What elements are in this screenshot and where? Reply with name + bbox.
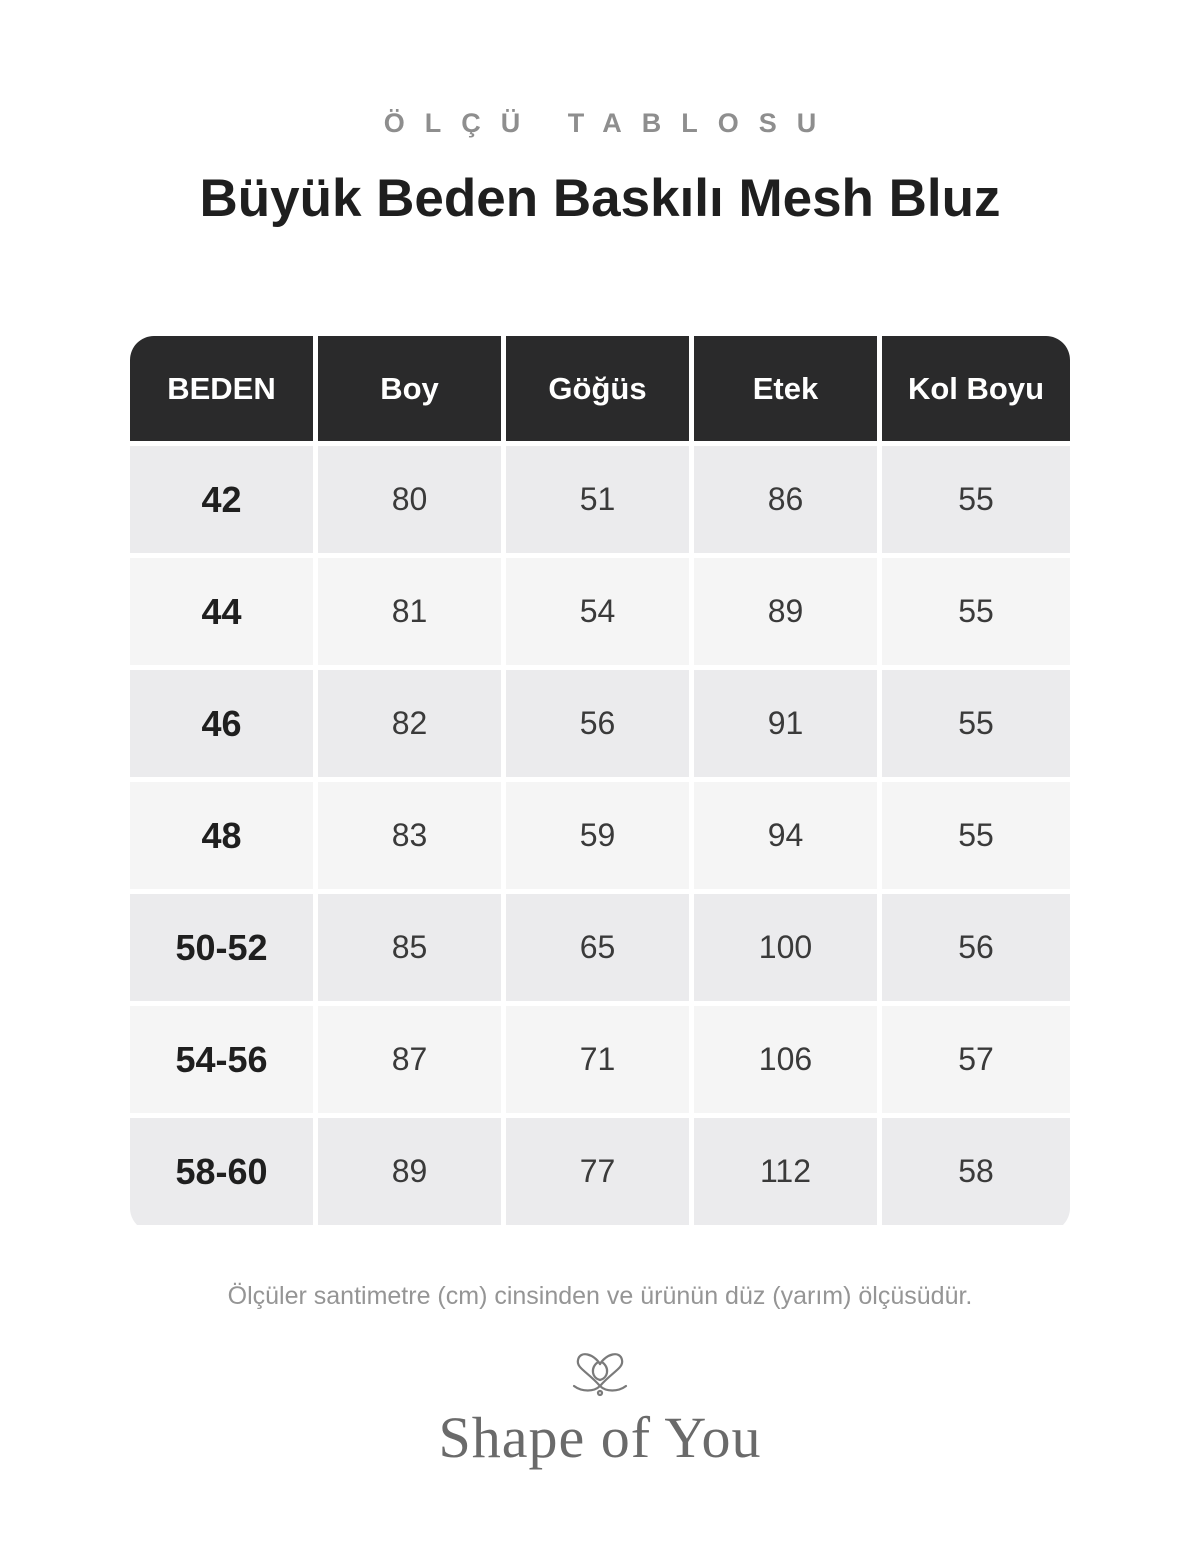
- measurement-note: Ölçüler santimetre (cm) cinsinden ve ürünün düz (yarım) ölçüsüdür.: [227, 1282, 973, 1310]
- boy-cell: 87: [318, 1006, 506, 1118]
- eyebrow-label: ÖLÇÜ TABLOSU: [383, 108, 837, 138]
- boy-cell: 81: [318, 558, 506, 670]
- size-cell: 50-52: [130, 894, 318, 1006]
- kol-boyu-cell: 57: [882, 1006, 1070, 1118]
- column-header-gogus: Göğüs: [506, 336, 694, 446]
- table-row: [130, 558, 1070, 670]
- etek-cell: 94: [694, 782, 882, 894]
- table-row: [130, 1118, 1070, 1225]
- page-title: Büyük Beden Baskılı Mesh Bluz: [199, 169, 1001, 228]
- kol-boyu-cell: 55: [882, 446, 1070, 558]
- size-cell: 44: [130, 558, 318, 670]
- etek-cell: 112: [694, 1118, 882, 1225]
- etek-cell: 91: [694, 670, 882, 782]
- gogus-cell: 51: [506, 446, 694, 558]
- table-row: [130, 782, 1070, 894]
- size-cell: 54-56: [130, 1006, 318, 1118]
- kol-boyu-cell: 58: [882, 1118, 1070, 1225]
- table-row: [130, 1006, 1070, 1118]
- size-cell: 48: [130, 782, 318, 894]
- kol-boyu-cell: 55: [882, 670, 1070, 782]
- gogus-cell: 77: [506, 1118, 694, 1225]
- etek-cell: 89: [694, 558, 882, 670]
- etek-cell: 100: [694, 894, 882, 1006]
- gogus-cell: 59: [506, 782, 694, 894]
- brand-logo-text: Shape of You: [438, 1405, 762, 1470]
- etek-cell: 86: [694, 446, 882, 558]
- gogus-cell: 65: [506, 894, 694, 1006]
- kol-boyu-cell: 55: [882, 558, 1070, 670]
- table-row: [130, 670, 1070, 782]
- boy-cell: 83: [318, 782, 506, 894]
- column-header-etek: Etek: [694, 336, 882, 446]
- table-row: [130, 894, 1070, 1006]
- boy-cell: 80: [318, 446, 506, 558]
- gogus-cell: 54: [506, 558, 694, 670]
- kol-boyu-cell: 56: [882, 894, 1070, 1006]
- boy-cell: 85: [318, 894, 506, 1006]
- boy-cell: 89: [318, 1118, 506, 1225]
- heart-swirl-logo-icon: [568, 1342, 632, 1398]
- boy-cell: 82: [318, 670, 506, 782]
- size-cell: 42: [130, 446, 318, 558]
- column-header-boy: Boy: [318, 336, 506, 446]
- gogus-cell: 71: [506, 1006, 694, 1118]
- size-cell: 58-60: [130, 1118, 318, 1225]
- gogus-cell: 56: [506, 670, 694, 782]
- column-header-kol-boyu: Kol Boyu: [882, 336, 1070, 446]
- column-header-beden: BEDEN: [130, 336, 318, 446]
- size-chart-table: [130, 336, 1070, 1232]
- kol-boyu-cell: 55: [882, 782, 1070, 894]
- table-row: [130, 446, 1070, 558]
- table-header-row: [130, 336, 1070, 446]
- etek-cell: 106: [694, 1006, 882, 1118]
- size-cell: 46: [130, 670, 318, 782]
